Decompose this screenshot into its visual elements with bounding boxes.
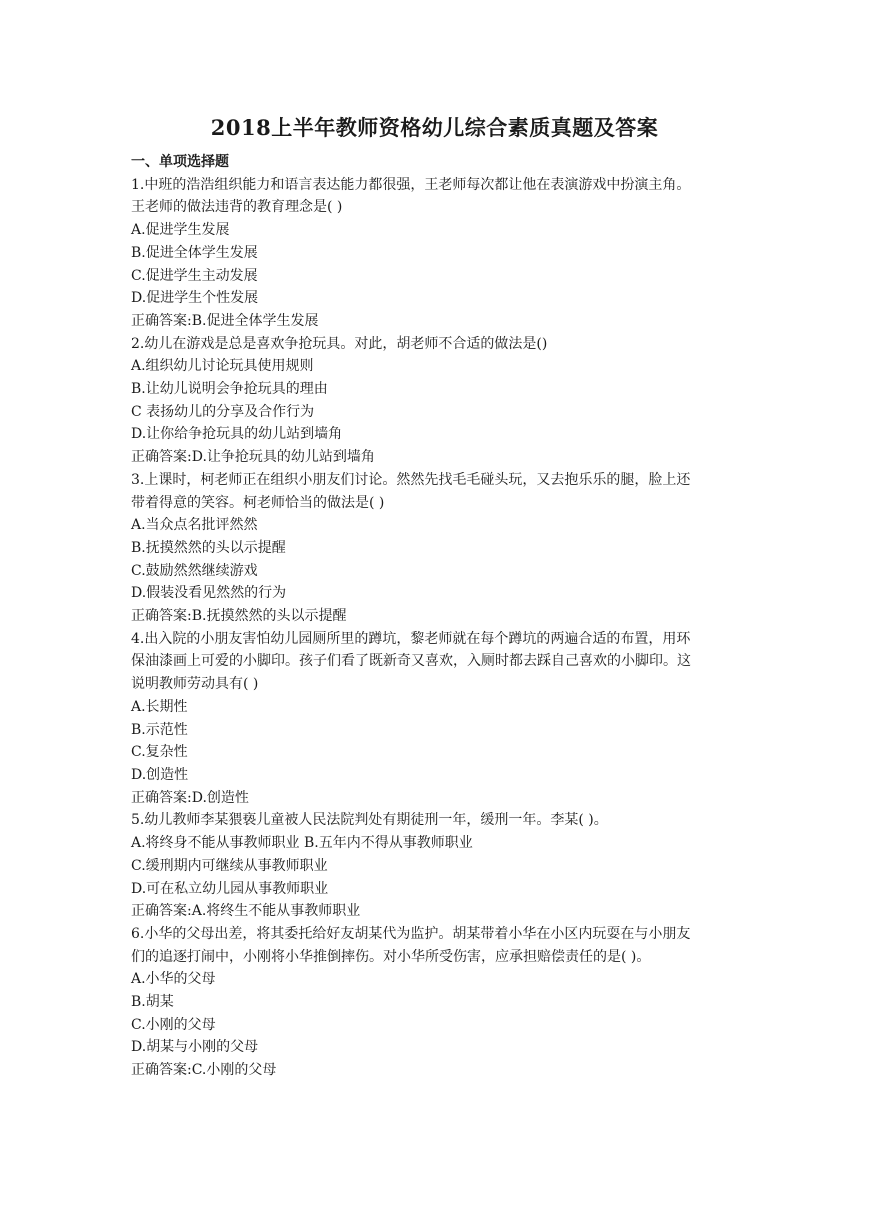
option-c: C.缓刑期内可继续从事教师职业 (131, 857, 328, 874)
option-c: C.鼓励然然继续游戏 (131, 562, 258, 579)
question-stem-line: 说明教师劳动具有( ) (131, 676, 259, 693)
option-c: C.小刚的父母 (131, 1016, 216, 1033)
document-body (131, 151, 751, 1082)
correct-answer: 正确答案:C.小刚的父母 (131, 1062, 277, 1079)
option-d: D.促进学生个性发展 (131, 290, 259, 307)
option-a: A.组织幼儿讨论玩具使用规则 (131, 358, 314, 375)
question-4 (131, 628, 751, 810)
correct-answer: 正确答案:B.促进全体学生发展 (131, 312, 319, 329)
question-stem-line: 5.幼儿教师李某猥亵儿童被人民法院判处有期徒刑一年，缓刑一年。李某( )。 (131, 812, 608, 829)
option-a-b: A.将终身不能从事教师职业 B.五年内不得从事教师职业 (131, 835, 473, 852)
option-d: D.创造性 (131, 766, 189, 783)
option-b: B.胡某 (131, 994, 174, 1011)
option-c: C.复杂性 (131, 744, 188, 761)
option-a: A.小华的父母 (131, 971, 216, 988)
option-c: C.促进学生主动发展 (131, 267, 258, 284)
option-d: D.假装没看见然然的行为 (131, 585, 287, 602)
option-b: B.让幼儿说明会争抢玩具的理由 (131, 381, 328, 398)
option-a: A.长期性 (131, 698, 188, 715)
option-c: C 表扬幼儿的分享及合作行为 (131, 403, 315, 420)
correct-answer: 正确答案:D.创造性 (131, 789, 249, 806)
correct-answer: 正确答案:B.抚摸然然的头以示提醒 (131, 608, 347, 625)
question-2 (131, 333, 751, 469)
question-3 (131, 469, 751, 628)
document-title: 2018上半年教师资格幼儿综合素质真题及答案 (210, 115, 659, 140)
question-stem-line: 6.小华的父母出差，将其委托给好友胡某代为监护。胡某带着小华在小区内玩耍在与小朋友 (131, 925, 691, 942)
option-b: B.促进全体学生发展 (131, 244, 258, 261)
option-b: B.抚摸然然的头以示提醒 (131, 539, 286, 556)
option-d: D.胡某与小刚的父母 (131, 1039, 259, 1056)
option-d: D.可在私立幼儿园从事教师职业 (131, 880, 329, 897)
section-heading: 一、单项选择题 (131, 154, 229, 170)
question-5 (131, 809, 751, 923)
option-b: B.示范性 (131, 721, 188, 738)
question-stem-line: 带着得意的笑容。柯老师恰当的做法是( ) (131, 494, 385, 511)
question-1 (131, 174, 751, 333)
question-stem-line: 王老师的做法违背的教育理念是( ) (131, 199, 343, 216)
option-a: A.当众点名批评然然 (131, 517, 258, 534)
question-stem-line: 保油漆画上可爱的小脚印。孩子们看了既新奇又喜欢，入厕时都去踩自己喜欢的小脚印。这 (131, 653, 691, 670)
question-stem-line: 2.幼儿在游戏是总是喜欢争抢玩具。对此，胡老师不合适的做法是() (131, 335, 548, 352)
question-stem-line: 们的追逐打闹中，小刚将小华推倒摔伤。对小华所受伤害，应承担赔偿责任的是( )。 (131, 948, 651, 965)
question-6 (131, 923, 751, 1082)
option-a: A.促进学生发展 (131, 222, 230, 239)
question-stem-line: 1.中班的浩浩组织能力和语言表达能力都很强，王老师每次都让他在表演游戏中扮演主角。 (131, 176, 691, 193)
correct-answer: 正确答案:D.让争抢玩具的幼儿站到墙角 (131, 449, 375, 466)
option-d: D.让你给争抢玩具的幼儿站到墙角 (131, 426, 343, 443)
question-stem-line: 3.上课时，柯老师正在组织小朋友们讨论。然然先找毛毛碰头玩，又去抱乐乐的腿，脸上还 (131, 471, 691, 488)
correct-answer: 正确答案:A.将终生不能从事教师职业 (131, 903, 361, 920)
question-stem-line: 4.出入院的小朋友害怕幼儿园厕所里的蹲坑，黎老师就在每个蹲坑的两遍合适的布置，用环 (131, 630, 691, 647)
